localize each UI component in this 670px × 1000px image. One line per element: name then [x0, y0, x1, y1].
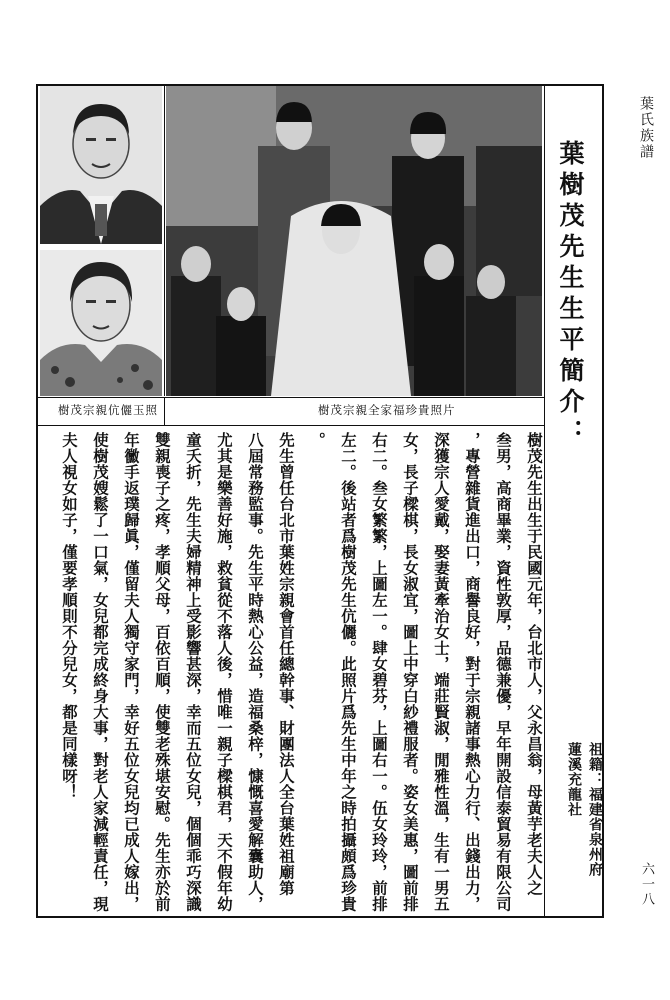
native-place-line-1: 祖籍：福建省泉州府 [587, 742, 603, 877]
body-text-column: 童夭折，先生夫婦精神上受影響甚深，幸而五位女兒，個個乖巧深識 [184, 432, 202, 912]
body-text-column: ，專營雜貨進出口，商譽良好，對于宗親諸事熱心力行、出錢出力， [463, 432, 481, 912]
body-text-column: 雙親喪子之疼，孝順父母，百依百順，使雙老殊堪安慰。先生亦於前 [153, 432, 171, 912]
portrait-photo-wife [40, 250, 162, 396]
body-text-column: 女，長子樑棋，長女淑宜，圖上中穿白紗禮服者。姿女美惠，圖前排 [401, 432, 419, 912]
caption-divider [164, 397, 165, 425]
portrait-photo-husband [40, 86, 162, 244]
body-text-column: 尤其是樂善好施，救貧從不落人後，惜唯一親子樑棋君，天不假年幼 [215, 432, 233, 912]
body-text-column: 使樹茂嫂鬆了一口氣，女兒都完成終身大事，對老人家減輕責任，現 [91, 432, 109, 912]
body-text-column: 八屆常務監事。先生平時熱心公益，造福桑梓，慷慨喜愛解囊助人， [246, 432, 264, 912]
body-text-column: 叁男，高商畢業，資性敦厚，品德兼優，早年開設信泰貿易有限公司 [494, 432, 512, 912]
photo-divider-vertical [164, 86, 165, 396]
body-text-column: 年黴手返璞歸眞，僅留夫人獨守家門，幸好五位女兒均已成人嫁出， [122, 432, 140, 912]
body-text-column: 夫人視女如子，僅要孝順則不分兒女，都是同樣呀！ [60, 432, 78, 800]
body-text-column: 先生曾任台北市葉姓宗親會首任總幹事、財團法人全台葉姓祖廟第 [277, 432, 295, 896]
photo-divider-horizontal [38, 397, 544, 398]
book-title: 葉氏族譜 [638, 96, 654, 160]
native-place-line-2: 蓮溪充龍社 [566, 742, 582, 817]
body-text-column: 。 [308, 432, 326, 448]
family-photo-caption: 樹茂宗親全家福珍貴照片 [318, 403, 456, 417]
body-text-column: 左二。後站者爲樹茂先生伉儷。此照片爲先生中年之時拍攝頗爲珍貴 [339, 432, 357, 912]
family-photo [166, 86, 542, 396]
caption-bottom-rule [38, 425, 544, 426]
body-text-column: 右二。叁女繁繁，上圖左一。肆女碧芬，上圖右一。伍女玲玲，前排 [370, 432, 388, 912]
body-text-column: 樹茂先生出生于民國元年，台北市人，父永昌翁，母黃芋老夫人之 [525, 432, 543, 896]
page-number: 六一八 [639, 862, 654, 907]
portrait-caption: 樹茂宗親伉儷玉照 [58, 403, 158, 417]
body-text-column: 深獲宗人愛戴，娶妻黃牽治女士，端莊賢淑，閒雅性溫，生有一男五 [432, 432, 450, 912]
article-title: 葉樹茂先生生平簡介： [556, 140, 585, 450]
